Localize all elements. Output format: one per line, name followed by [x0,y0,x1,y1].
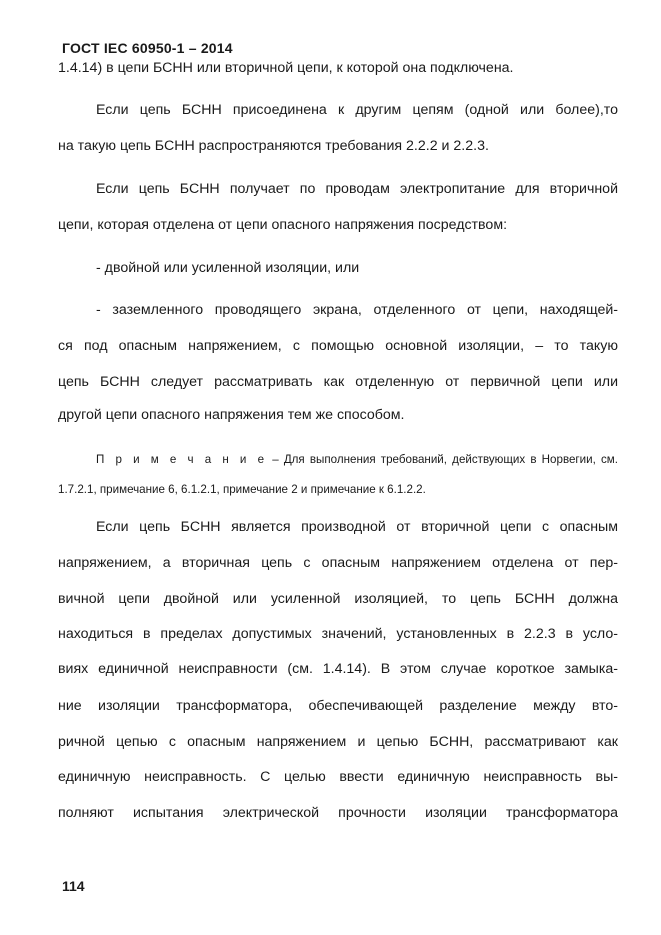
note-label: П р и м е ч а н и е [96,453,268,466]
list-item: - заземленного проводящего экрана, отделенного от цепи, находящей- [96,302,618,318]
text-line: вичной цепи двойной или усиленной изоляцией, то цепь БСНН должна [58,591,618,607]
text-line: виях единичной неисправности (см. 1.4.14). В этом случае короткое замыка- [58,661,618,677]
text-line: ричной цепью с опасным напряжением и цепью БСНН, рассматривают как [58,734,618,750]
text-line: на такую цепь БСНН распространяются требования 2.2.2 и 2.2.3. [58,138,489,154]
text-line: ние изоляции трансформатора, обеспечивающей разделение между вто- [58,698,618,714]
text-line: ся под опасным напряжением, с помощью основной изоляции, – то такую [58,338,618,354]
text-line: Если цепь БСНН присоединена к другим цепям (одной или более),то [96,102,618,118]
list-item: - двойной или усиленной изоляции, или [96,260,360,276]
note-text: – Для выполнения требований, действующих в Норвегии, см. [272,453,618,466]
text-line: полняют испытания электрической прочности изоляции трансформатора [58,805,618,821]
note-line [96,451,618,469]
page-number: 114 [62,878,85,894]
text-line: 1.4.14) в цепи БСНН или вторичной цепи, к которой она подключена. [58,60,514,76]
text-line: другой цепи опасного напряжения тем же способом. [58,407,405,423]
text-line: Если цепь БСНН получает по проводам электропитание для вторичной [96,181,618,197]
text-line: цепь БСНН следует рассматривать как отделенную от первичной цепи или [58,374,618,390]
document-header: ГОСТ IEC 60950-1 – 2014 [62,40,233,56]
text-line: цепи, которая отделена от цепи опасного напряжения посредством: [58,217,508,233]
text-line: находиться в пределах допустимых значений, установленных в 2.2.3 в усло- [58,626,618,642]
text-line: единичную неисправность. С целью ввести единичную неисправность вы- [58,769,618,785]
text-line: напряжением, а вторичная цепь с опасным напряжением отделена от пер- [58,555,618,571]
note-line: 1.7.2.1, примечание 6, 6.1.2.1, примечание 2 и примечание к 6.1.2.2. [58,483,426,496]
text-line: Если цепь БСНН является производной от вторичной цепи с опасным [96,519,618,535]
